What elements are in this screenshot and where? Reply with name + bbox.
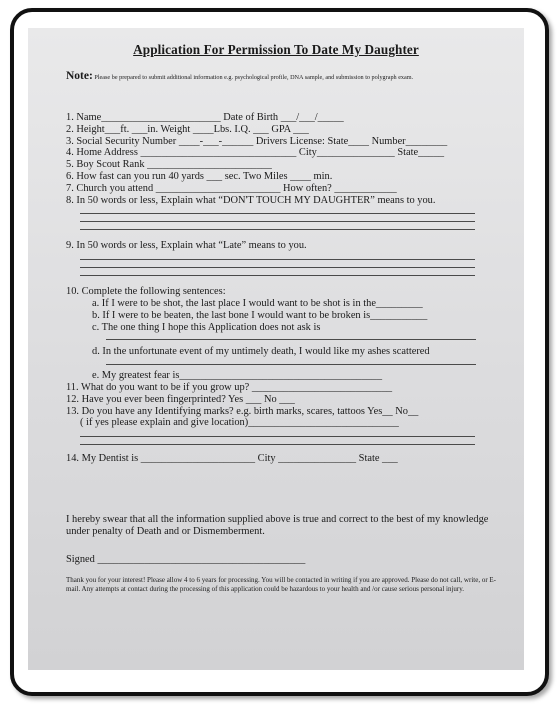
application-form [28, 28, 524, 670]
sentence-d: d. In the unfortunate event of my untimely death, I would like my ashes scattered [92, 346, 430, 358]
fine-print: Thank you for your interest! Please allow 4 to 6 years for processing. You will be contacted in writing if you are approved. Please do not call, write, or E-mail. Any attempts at contact during the processing of this application could be hazardous to your health and /or cause serious personal injury. [66, 576, 497, 594]
question-6-run-speed: 6. How fast can you run 40 yards ___ sec. Two Miles ____ min. [66, 170, 333, 182]
answer-line [106, 364, 476, 365]
answer-line [80, 259, 475, 260]
question-9-late: 9. In 50 words or less, Explain what “Late” means to you. [66, 240, 307, 252]
question-2-height: 2. Height___ft. ___in. Weight ____Lbs. I.Q. ___ GPA ___ [66, 123, 309, 135]
answer-line [106, 339, 476, 340]
answer-line [80, 436, 475, 437]
oath-statement: I hereby swear that all the information supplied above is true and correct to the best of my knowledge under penalty of Death and or Dismemberment. [66, 514, 489, 537]
question-8-dont-touch: 8. In 50 words or less, Explain what “DON'T TOUCH MY DAUGHTER” means to you. [66, 194, 436, 206]
form-title: Application For Permission To Date My Daughter [133, 42, 419, 57]
sentence-a: a. If I were to be shot, the last place I would want to be shot is in the_________ [92, 297, 423, 309]
question-14-dentist: 14. My Dentist is ______________________ City _______________ State ___ [66, 453, 398, 465]
question-4-address: 4. Home Address ______________________________ City_______________ State_____ [66, 147, 445, 159]
question-7-church: 7. Church you attend ________________________ How often? ____________ [66, 182, 397, 194]
sentence-e: e. My greatest fear is_______________________________________ [92, 370, 383, 382]
sentence-b: b. If I were to be beaten, the last bone I would want to be broken is___________ [92, 309, 428, 321]
question-12-fingerprinted: 12. Have you ever been fingerprinted? Yes ___ No ___ [66, 393, 295, 405]
answer-line [80, 275, 475, 276]
note-label: Note: [66, 70, 93, 82]
question-13-identifying-marks: 13. Do you have any Identifying marks? e.g. birth marks, scares, tattoos Yes__ No__ [66, 405, 419, 417]
answer-line [80, 444, 475, 445]
answer-line [80, 213, 475, 214]
note-text: Please be prepared to submit additional information e.g. psychological profile, DNA sample, and submission to polygraph exam. [94, 74, 414, 81]
form-questions [66, 112, 511, 465]
question-1-name: 1. Name_______________________ Date of Birth ___/___/_____ [66, 112, 344, 123]
question-11-grow-up: 11. What do you want to be if you grow up? ___________________________ [66, 381, 393, 393]
answer-line [80, 221, 475, 222]
question-5-scout-rank: 5. Boy Scout Rank ________________________ [66, 159, 272, 171]
question-10-complete-sentences: 10. Complete the following sentences: [66, 286, 226, 298]
question-3-ssn: 3. Social Security Number ____-___-______ Drivers License: State____ Number________ [66, 135, 448, 147]
note [66, 72, 496, 83]
question-13-explain: ( if yes please explain and give location)_____________________________ [80, 417, 399, 429]
sentence-c: c. The one thing I hope this Application does not ask is [92, 321, 321, 333]
answer-line [80, 267, 475, 268]
signature-line: Signed ________________________________________ [66, 554, 306, 565]
answer-line [80, 229, 475, 230]
